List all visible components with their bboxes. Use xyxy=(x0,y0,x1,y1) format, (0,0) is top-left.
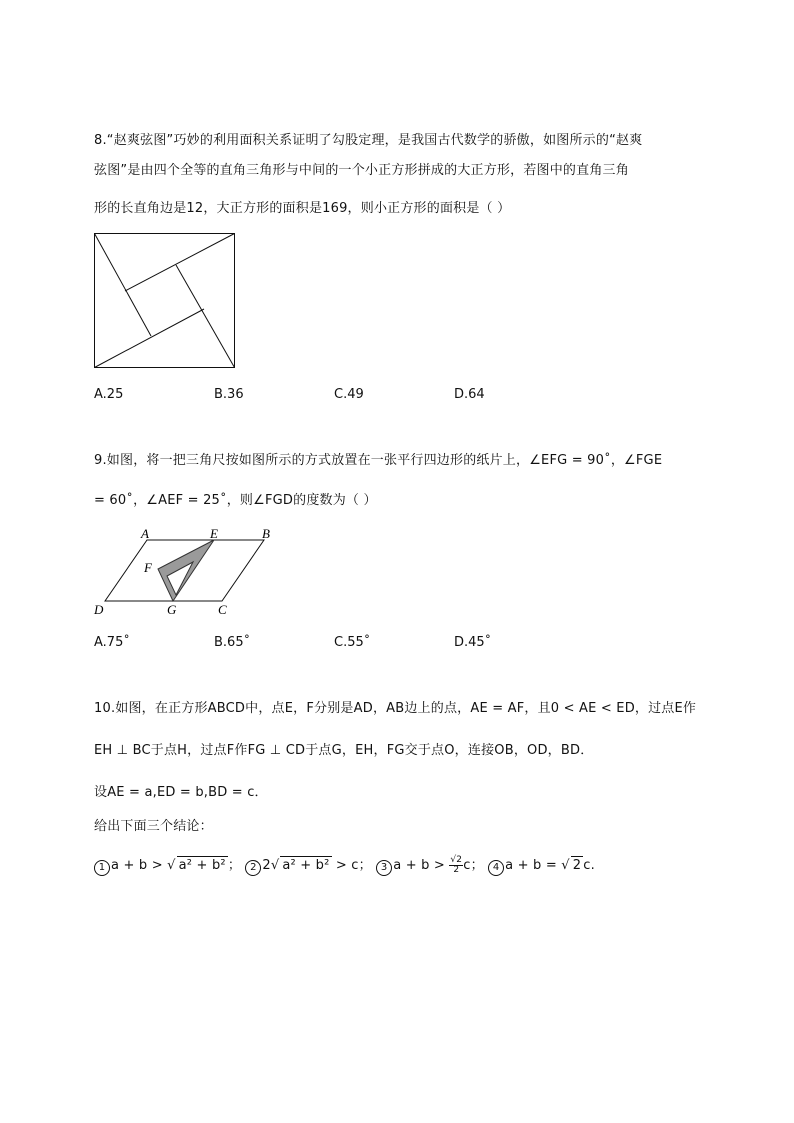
conclusion-4-right: c. xyxy=(583,858,595,873)
conclusion-2-radicand: a² + b² xyxy=(282,858,330,873)
q10-conclusions: 1 a + b > √ a² + b² ； 2 2√ a² + b² > c； 3 a + b > $\frac{√2}{2}$ c； 4 a + b = √ 2 c. xyxy=(94,856,595,876)
label-c: C xyxy=(218,602,227,617)
zhao-shuang-chord-diagram xyxy=(94,233,236,369)
q8-stem-line-2: 弦图”是由四个全等的直角三角形与中间的一个小正方形拼成的大正方形，若图中的直角三角 xyxy=(94,163,629,178)
conclusion-4-mark: 4 xyxy=(488,860,504,876)
conclusion-1-mark: 1 xyxy=(94,860,110,876)
label-b: B xyxy=(262,526,270,541)
conclusion-1-left: a + b > xyxy=(111,858,168,873)
q10-stem-line-3: 设AE = a,ED = b,BD = c． xyxy=(94,785,268,800)
conclusion-4-left: a + b = xyxy=(505,858,562,873)
q8-option-b[interactable]: B.36 xyxy=(214,387,244,402)
sep-3: ； xyxy=(470,858,484,873)
q8-option-c[interactable]: C.49 xyxy=(334,387,364,402)
q9-stem-line-1: 9.如图，将一把三角尺按如图所示的方式放置在一张平行四边形的纸片上，∠EFG = 90˚，∠FGE xyxy=(94,453,663,468)
sep-1: ； xyxy=(227,858,242,873)
label-f: F xyxy=(144,560,152,575)
conclusion-3-fraction xyxy=(449,856,463,875)
label-e: E xyxy=(210,526,218,541)
conclusion-3-mark: 3 xyxy=(376,860,392,876)
conclusion-2-right: > c xyxy=(331,858,359,873)
conclusion-2-mark: 2 xyxy=(245,860,261,876)
q9-stem-line-2: = 60˚，∠AEF = 25˚，则∠FGD的度数为（ ） xyxy=(94,493,377,508)
fraction-denominator: 2 xyxy=(453,865,460,875)
q9-option-a[interactable]: A.75˚ xyxy=(94,635,130,650)
conclusion-3-right: c xyxy=(463,858,471,873)
fraction-numerator: √2 xyxy=(450,855,463,865)
q9-option-d[interactable]: D.45˚ xyxy=(454,635,492,650)
conclusion-1-radicand: a² + b² xyxy=(178,858,226,873)
q10-stem-line-1: 10.如图，在正方形ABCD中，点E，F分别是AD，AB边上的点，AE = AF，且0 < AE < ED，过点E作 xyxy=(94,701,697,716)
q8-stem-line-3: 形的长直角边是12，大正方形的面积是169，则小正方形的面积是（ ） xyxy=(94,201,511,216)
q8-stem-line-1: 8.“赵爽弦图”巧妙的利用面积关系证明了勾股定理，是我国古代数学的骄傲，如图所示的“赵爽 xyxy=(94,133,643,148)
q8-option-a[interactable]: A.25 xyxy=(94,387,124,402)
q8-option-d[interactable]: D.64 xyxy=(454,387,485,402)
conclusion-4-radicand: 2 xyxy=(572,858,582,873)
label-d: D xyxy=(94,602,104,617)
conclusion-3-left: a + b > xyxy=(393,858,450,873)
q10-stem-line-4: 给出下面三个结论： xyxy=(94,819,213,834)
q9-option-b[interactable]: B.65˚ xyxy=(214,635,251,650)
label-g: G xyxy=(167,602,177,617)
q9-option-c[interactable]: C.55˚ xyxy=(334,635,371,650)
parallelogram-triangle-ruler-figure xyxy=(90,524,290,618)
sep-2: ； xyxy=(358,858,372,873)
q10-stem-line-2: EH ⊥ BC于点H，过点F作FG ⊥ CD于点G，EH，FG交于点O，连接OB，OD，BD． xyxy=(94,743,594,758)
conclusion-2-left: 2 xyxy=(262,858,271,873)
label-a: A xyxy=(141,526,149,541)
